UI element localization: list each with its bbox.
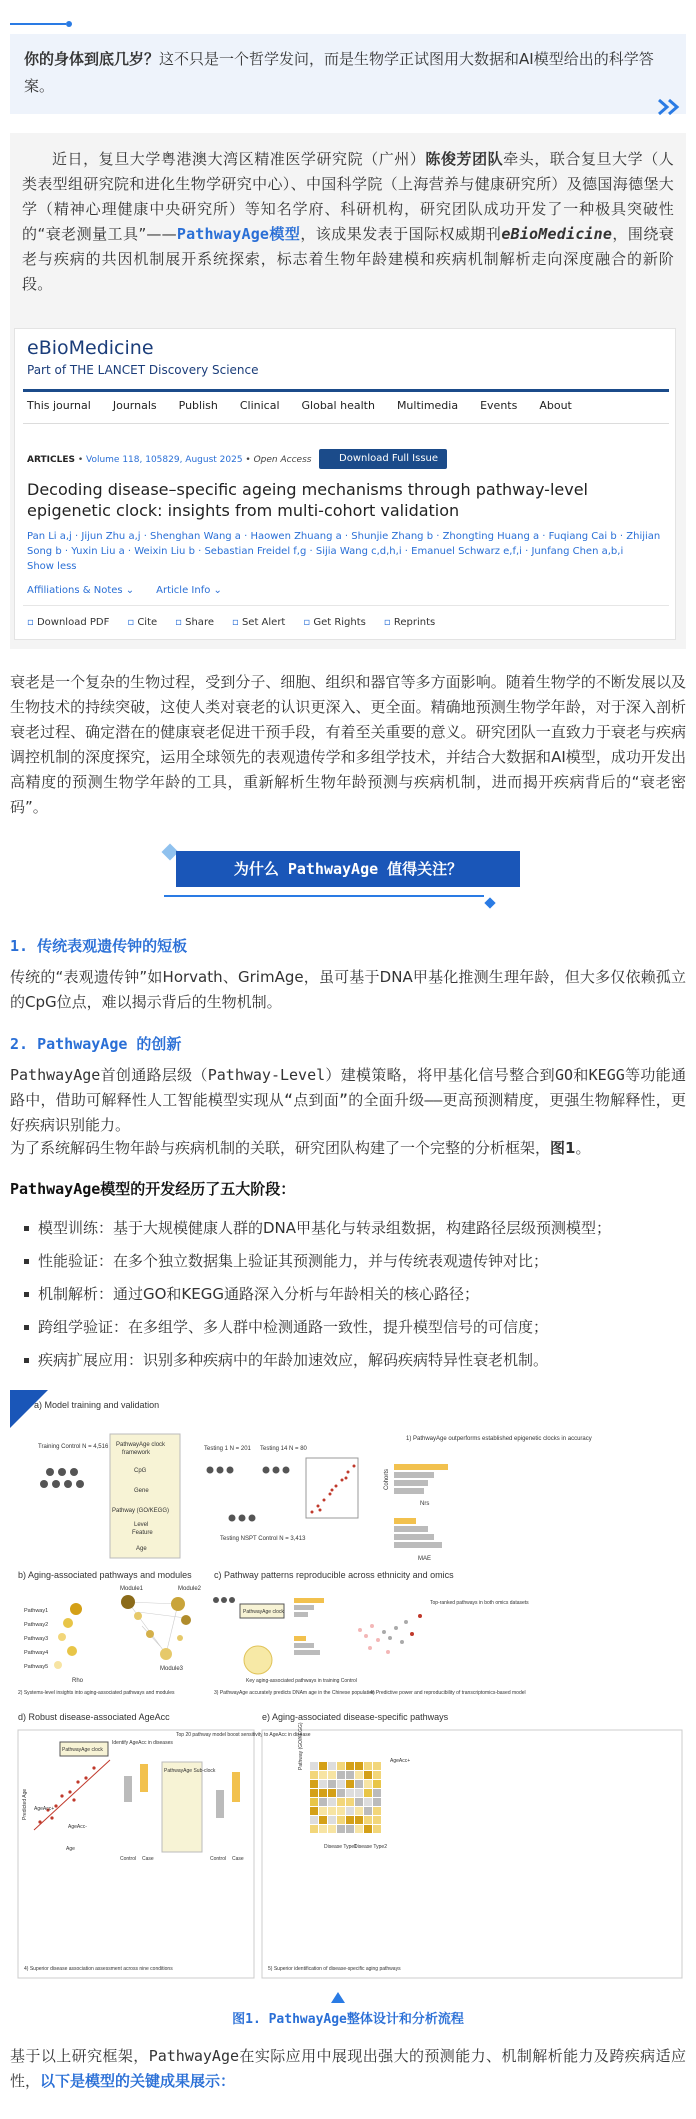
- results-highlight: 以下是模型的关键成果展示：: [40, 2072, 236, 2090]
- svg-text:4) Predictive power and reprod: 4) Predictive power and reproducibility of transcriptomics-based model: [370, 1690, 526, 1696]
- heatmap-cell: [346, 1816, 354, 1824]
- svg-text:PathwayAge clock: PathwayAge clock: [116, 1442, 166, 1448]
- heatmap-cell: [328, 1825, 336, 1833]
- heatmap-cell: [346, 1789, 354, 1797]
- list-item: 疾病扩展应用：识别多种疾病中的年龄加速效应，解码疾病特异性衰老机制。: [10, 1344, 686, 1377]
- heatmap-cell: [337, 1816, 345, 1824]
- heatmap-cell: [310, 1825, 318, 1833]
- heatmap-cell: [346, 1807, 354, 1815]
- heatmap-cell: [373, 1825, 381, 1833]
- heatmap-cell: [364, 1789, 372, 1797]
- svg-text:d) Robust disease-associated A: d) Robust disease-associated AgeAcc: [18, 1712, 170, 1722]
- list-item: 机制解析：通过GO和KEGG通路深入分析与年龄相关的核心路径；: [10, 1278, 686, 1311]
- svg-text:Key aging-associated pathways: Key aging-associated pathways in training Control: [246, 1678, 357, 1684]
- svg-text:framework: framework: [122, 1450, 151, 1456]
- heatmap-cell: [373, 1807, 381, 1815]
- china-bars: [294, 1598, 324, 1655]
- divider: [23, 605, 669, 606]
- heatmap-cell: [319, 1798, 327, 1806]
- nav-item[interactable]: This journal: [27, 399, 91, 412]
- list-item: 跨组学验证：在多组学、多人群中检测通路一致性，提升模型信号的可信度；: [10, 1311, 686, 1344]
- heatmap-cell: [319, 1771, 327, 1779]
- heatmap-cell: [346, 1780, 354, 1788]
- heatmap-cell: [364, 1771, 372, 1779]
- svg-text:Cohorts: Cohorts: [384, 1468, 390, 1490]
- heatmap-cell: [355, 1762, 363, 1770]
- heatmap-cell: [346, 1798, 354, 1806]
- heatmap-cell: [355, 1789, 363, 1797]
- nav-item[interactable]: Events: [480, 399, 518, 412]
- share-button[interactable]: ▫ Share: [175, 617, 214, 628]
- heatmap-cell: [310, 1816, 318, 1824]
- heatmap-cell: [328, 1816, 336, 1824]
- ageacc-scatter: [34, 1760, 110, 1830]
- panel-d-box: [18, 1730, 254, 1978]
- nav-item[interactable]: Publish: [178, 399, 218, 412]
- svg-text:3) PathwayAge accurately predi: 3) PathwayAge accurately predicts DNAm age in the Chinese population: [214, 1690, 375, 1696]
- svg-text:Pathway3: Pathway3: [24, 1636, 49, 1642]
- article-meta: ARTICLES • Volume 118, 105829, August 2025 • Open Access: [27, 455, 312, 465]
- list-item: 性能验证：在多个独立数据集上验证其预测能力，并与传统表观遗传钟对比；: [10, 1245, 686, 1278]
- heatmap-cell: [310, 1789, 318, 1797]
- paragraph-results-intro: 基于以上研究框架，PathwayAge在实际应用中展现出强大的预测能力、机制解析能力及跨疾病适应性，以下是模型的关键成果展示：: [10, 2047, 686, 2090]
- intro-paragraph: 近日，复旦大学粤港澳大湾区精准医学研究院（广州）陈俊芳团队牵头，联合复旦大学（人类表型组研究院和进化生物学研究中心）、中国科学院（上海营养与健康研究所）及德国海德堡大学（精神心理健康中央研究所）等知名学府、科研机构，研究团队成功开发了一种极具突破性的“衰老测量工具”——PathwayAge模型，该成果发表于国际权威期刊eBioMedicine，围绕衰老与疾病的共因机制展开系统探索，标志着生物年龄建模和疾病机制解析走向深度融合的新阶段。: [22, 150, 674, 293]
- stages-heading: PathwayAge模型的开发经历了五大阶段：: [10, 1180, 296, 1198]
- heatmap-cell: [364, 1762, 372, 1770]
- svg-text:Age: Age: [136, 1546, 147, 1552]
- paragraph-framework: 为了系统解码生物年龄与疾病机制的关联，研究团队构建了一个完整的分析框架，图1。: [10, 1139, 591, 1157]
- article-info-link[interactable]: Article Info ⌄: [156, 585, 222, 596]
- article-title: Decoding disease–specific ageing mechanisms through pathway-level epigenetic clock: insights from multi-cohort validation: [27, 480, 588, 520]
- svg-text:c) Pathway patterns reproduci: c) Pathway patterns reproducible across ethnicity and omics: [214, 1570, 454, 1580]
- svg-text:2) Systems-level insights into: 2) Systems-level insights into aging-associated pathways and modules: [18, 1690, 175, 1696]
- heatmap-cell: [310, 1762, 318, 1770]
- heatmap-cell: [310, 1771, 318, 1779]
- heatmap-cell: [364, 1807, 372, 1815]
- svg-text:AgeAcc+: AgeAcc+: [34, 1806, 55, 1812]
- heatmap-cell: [364, 1816, 372, 1824]
- paragraph-aging: 衰老是一个复杂的生物过程，受到分子、细胞、组织和器官等多方面影响。随着生物学的不断发展以及生物技术的持续突破，这使人类对衰老的认识更深入、更全面。精确地预测生物学年龄，对于深入剖析衰老过程、确定潜在的健康衰老促进干预手段，有着至关重要的意义。研究团队一直致力于衰老与疾病调控机制的深度探究，运用全球领先的表观遗传学和多组学技术，并结合大数据和AI模型，成功开发出高精度的预测生物学年龄的工具，重新解析生物年龄预测与疾病机制，进而揭开疾病背后的“衰老密码”。: [10, 673, 686, 816]
- svg-text:Pathway (GO/KEGG): Pathway (GO/KEGG): [112, 1508, 170, 1514]
- svg-text:Testing 14 N = 80: Testing 14 N = 80: [260, 1446, 307, 1452]
- svg-text:Module3: Module3: [160, 1666, 184, 1672]
- svg-text:Testing NSPT Control N = 3,413: Testing NSPT Control N = 3,413: [220, 1536, 306, 1542]
- heatmap-cell: [346, 1825, 354, 1833]
- panel-a-label: a) Model training and validation: [34, 1400, 160, 1410]
- svg-text:Disease Type2: Disease Type2: [354, 1844, 387, 1850]
- svg-text:Rho: Rho: [72, 1678, 84, 1684]
- svg-text:PathwayAge clock: PathwayAge clock: [62, 1747, 103, 1753]
- affiliations-link[interactable]: Affiliations & Notes ⌄: [27, 585, 135, 596]
- figure-diagram: [10, 1390, 686, 1988]
- svg-text:Top-ranked pathways in both om: Top-ranked pathways in both omics datasets: [430, 1600, 529, 1606]
- download-full-issue-button[interactable]: Download Full Issue: [319, 449, 447, 469]
- heatmap-cell: [373, 1771, 381, 1779]
- team-name: 陈俊芳团队: [425, 150, 504, 168]
- svg-text:Pathway5: Pathway5: [24, 1664, 49, 1670]
- heatmap-cell: [346, 1762, 354, 1770]
- testing-people-icon: [207, 1467, 290, 1522]
- heatmap-cell: [337, 1762, 345, 1770]
- heading-traditional-clock: 1. 传统表观遗传钟的短板: [10, 937, 188, 955]
- journal-nav: [27, 399, 572, 412]
- set-alert-button[interactable]: ▫ Set Alert: [232, 617, 285, 628]
- svg-text:Gene: Gene: [134, 1488, 149, 1494]
- heatmap-cell: [328, 1807, 336, 1815]
- model-name: PathwayAge模型: [176, 225, 301, 243]
- heatmap-cell: [373, 1789, 381, 1797]
- heading-innovation: 2. PathwayAge 的创新: [10, 1035, 182, 1053]
- paragraph-traditional-clock: 传统的“表观遗传钟”如Horvath、GrimAge，虽可基于DNA甲基化推测生理年龄，但大多仅依赖孤立的CpG位点，难以揭示背后的生物机制。: [10, 968, 686, 1011]
- svg-text:Module2: Module2: [178, 1586, 202, 1592]
- heatmap-cell: [355, 1807, 363, 1815]
- top-decoration: [10, 22, 72, 26]
- people-group-icon: [40, 1468, 84, 1488]
- heatmap-cell: [355, 1825, 363, 1833]
- list-item: 模型训练：基于大规模健康人群的DNA甲基化与转录组数据，构建路径层级预测模型；: [10, 1212, 686, 1245]
- heatmap-cell: [355, 1816, 363, 1824]
- svg-text:MAE: MAE: [418, 1556, 432, 1562]
- caption-triangle-icon: [331, 1992, 345, 2003]
- svg-text:Control: Control: [210, 1856, 227, 1862]
- svg-text:PathwayAge Sub-clock: PathwayAge Sub-clock: [164, 1768, 216, 1774]
- heatmap-cell: [364, 1780, 372, 1788]
- heatmap-cell: [310, 1780, 318, 1788]
- article-screenshot: [14, 328, 676, 640]
- heatmap-cell: [319, 1789, 327, 1797]
- brand-bar: [23, 389, 669, 392]
- heatmap-cell: [319, 1762, 327, 1770]
- training-label: Training Control N = 4,516: [38, 1444, 109, 1450]
- heatmap-cell: [319, 1780, 327, 1788]
- svg-text:5) Superior identification of: 5) Superior identification of disease-specific aging pathways: [268, 1966, 401, 1972]
- heatmap-cell: [328, 1771, 336, 1779]
- heatmap-cell: [373, 1798, 381, 1806]
- svg-text:CpG: CpG: [134, 1468, 147, 1474]
- heatmap-cell: [319, 1807, 327, 1815]
- question-text: 这不只是一个哲学发问，而是生物学正试图用大数据和AI模型给出的科学答案。: [24, 50, 654, 95]
- heatmap-cell: [346, 1771, 354, 1779]
- heatmap-cell: [373, 1780, 381, 1788]
- box-plot-2: [216, 1772, 240, 1818]
- svg-text:Pathway4: Pathway4: [24, 1650, 49, 1656]
- nav-item[interactable]: Journals: [112, 399, 157, 412]
- heatmap-cell: [337, 1807, 345, 1815]
- heatmap-cell: [310, 1798, 318, 1806]
- heatmap-cell: [319, 1816, 327, 1824]
- svg-text:AgeAcc-: AgeAcc-: [68, 1824, 87, 1830]
- stages-list: [10, 1212, 686, 1377]
- svg-text:4) Superior disease associatio: 4) Superior disease association assessment across nine conditions: [24, 1966, 173, 1972]
- article-tools: [27, 617, 435, 628]
- nspt-people-icon: [213, 1597, 235, 1603]
- svg-text:Pathway1: Pathway1: [24, 1608, 49, 1614]
- heatmap-cell: [337, 1780, 345, 1788]
- heatmap-cell: [364, 1798, 372, 1806]
- figure-1: [10, 1390, 686, 1988]
- heatmap-cell: [310, 1807, 318, 1815]
- download-pdf-button[interactable]: ▫ Download PDF: [27, 617, 109, 628]
- nav-item[interactable]: Global health: [301, 399, 375, 412]
- section-decoration: [484, 897, 495, 908]
- journal-name: eBioMedicine: [501, 225, 613, 243]
- heatmap-cell: [319, 1825, 327, 1833]
- section-title: 为什么 PathwayAge 值得关注？: [176, 851, 520, 887]
- svg-text:AgeAcc+: AgeAcc+: [390, 1758, 411, 1764]
- rho-dots: [54, 1603, 82, 1669]
- heatmap-cell: [337, 1771, 345, 1779]
- key-pathways-circle: [244, 1646, 272, 1674]
- heatmap-cell: [337, 1789, 345, 1797]
- svg-text:Predicted Age: Predicted Age: [22, 1788, 28, 1820]
- heatmap-cell: [328, 1798, 336, 1806]
- heatmap: [310, 1762, 381, 1833]
- svg-text:Case: Case: [232, 1856, 244, 1862]
- reprints-button[interactable]: ▫ Reprints: [384, 617, 435, 628]
- svg-text:Disease Type1: Disease Type1: [324, 1844, 357, 1850]
- heatmap-cell: [355, 1780, 363, 1788]
- double-chevron-icon: [656, 98, 682, 116]
- svg-text:Case: Case: [142, 1856, 154, 1862]
- get-rights-button[interactable]: ▫ Get Rights: [303, 617, 366, 628]
- scatter-points: [311, 1465, 356, 1514]
- section-underline: [164, 895, 484, 897]
- transcriptomics-scatter: [358, 1614, 422, 1654]
- question-box: [10, 34, 686, 114]
- heatmap-cell: [328, 1762, 336, 1770]
- heatmap-cell: [337, 1798, 345, 1806]
- heatmap-cell: [355, 1798, 363, 1806]
- scatter-box: [306, 1458, 358, 1518]
- divider: [23, 423, 669, 424]
- svg-text:e) Aging-associated disease-sp: e) Aging-associated disease-specific pathways: [262, 1712, 449, 1722]
- heatmap-cell: [373, 1816, 381, 1824]
- heatmap-cell: [364, 1825, 372, 1833]
- svg-text:Nrs: Nrs: [420, 1501, 430, 1507]
- cite-button[interactable]: ▫ Cite: [127, 617, 157, 628]
- article-links: [27, 585, 222, 596]
- heatmap-cell: [355, 1771, 363, 1779]
- svg-text:Testing 1 N = 201: Testing 1 N = 201: [204, 1446, 251, 1452]
- nav-item[interactable]: About: [539, 399, 572, 412]
- question-lead: 你的身体到底几岁？: [24, 50, 160, 68]
- paragraph-innovation: PathwayAge首创通路层级（Pathway-Level）建模策略，将甲基化信号整合到GO和KEGG等功能通路中，借助可解释性人工智能模型实现从“点到面”的全面升级——更高预测精度，更强生物解释性，更好疾病识别能力。: [10, 1066, 686, 1134]
- svg-text:Module1: Module1: [120, 1586, 144, 1592]
- svg-text:PathwayAge clock: PathwayAge clock: [243, 1609, 284, 1615]
- svg-text:Control: Control: [120, 1856, 137, 1862]
- svg-text:1) PathwayAge outperforms esta: 1) PathwayAge outperforms established epigenetic clocks in accuracy: [406, 1436, 592, 1442]
- nav-item[interactable]: Clinical: [239, 399, 280, 412]
- heatmap-cell: [337, 1825, 345, 1833]
- svg-text:b) Aging-associated pathways a: b) Aging-associated pathways and modules: [18, 1570, 192, 1580]
- svg-text:Age: Age: [66, 1846, 75, 1852]
- svg-text:Pathway2: Pathway2: [24, 1622, 49, 1628]
- journal-brand-sub: Part of THE LANCET Discovery Science: [27, 363, 259, 377]
- author-list: Pan Li a,j · Jijun Zhu a,j · Shenghan Wang a · Haowen Zhuang a · Shunjie Zhang b · Zhongting Huang a · Fuqiang Cai b · Zhijian Song b · Yuxin Liu a · Weixin Liu b · Sebastian Freidel f,g · Sijia Wang c,d,h,i · Emanuel Schwarz e,f,i · Junfang Chen a,b,i Show less: [27, 531, 661, 572]
- svg-text:Top 20 pathway model boost sen: Top 20 pathway model boost sensitivity to AgeAcc in disease: [176, 1732, 311, 1738]
- figure-caption: 图1. PathwayAge整体设计和分析流程: [232, 2012, 464, 2027]
- nav-item[interactable]: Multimedia: [396, 399, 459, 412]
- show-less-link[interactable]: Show less: [27, 561, 77, 572]
- heatmap-cell: [373, 1762, 381, 1770]
- heatmap-cell: [328, 1789, 336, 1797]
- heatmap-cell: [328, 1780, 336, 1788]
- figure-ref: 图1: [550, 1139, 576, 1157]
- svg-text:Level: Level: [134, 1522, 149, 1528]
- module-nodes: [121, 1595, 191, 1660]
- box-plot-1: [124, 1764, 148, 1802]
- svg-text:Pathway (GO/KEGG): Pathway (GO/KEGG): [298, 1722, 304, 1770]
- svg-text:Identify AgeAcc in diseases: Identify AgeAcc in diseases: [112, 1740, 173, 1746]
- journal-brand: eBioMedicine: [27, 337, 154, 359]
- svg-text:Feature: Feature: [132, 1530, 153, 1536]
